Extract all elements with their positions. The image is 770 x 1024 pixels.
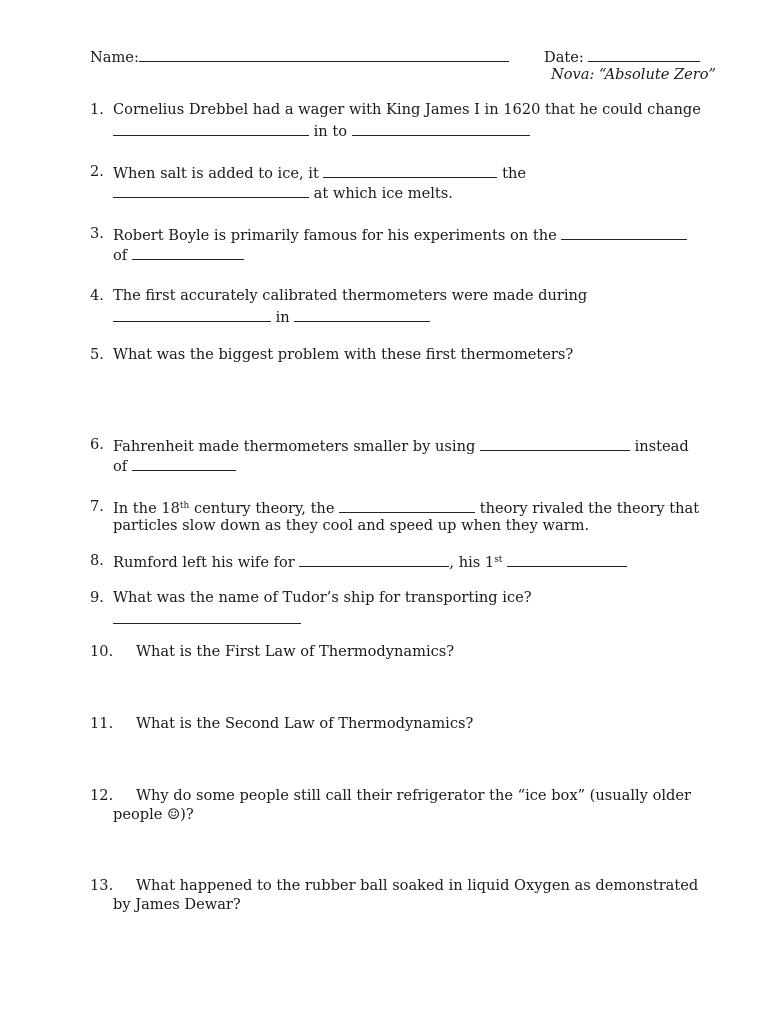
q12-line2: people ☺)?	[113, 806, 194, 823]
q1-text: Cornelius Drebbel had a wager with King James I in 1620 that he could change	[113, 101, 701, 118]
q11-number: 11.	[90, 715, 114, 732]
q6-of: of	[113, 458, 128, 475]
q4-number: 4.	[90, 287, 104, 304]
q2-line1	[113, 163, 526, 183]
q8-line1	[113, 552, 627, 572]
q9-text: What was the name of Tudor’s ship for transporting ice?	[113, 589, 532, 606]
q13-number: 13.	[90, 877, 114, 894]
q7-blank-1[interactable]	[339, 498, 475, 513]
q4-mid: in	[275, 309, 290, 326]
q9-number: 9.	[90, 589, 104, 606]
q1-blank-2[interactable]	[352, 121, 530, 136]
date-blank[interactable]	[588, 47, 700, 62]
q3-line1	[113, 225, 687, 245]
q10-number: 10.	[90, 643, 114, 660]
q6-number: 6.	[90, 436, 104, 453]
q7-line1	[113, 498, 699, 518]
q1-number: 1.	[90, 101, 104, 118]
q4-line2	[113, 307, 430, 327]
q6-line1	[113, 436, 689, 456]
q2-line2	[113, 183, 453, 203]
q4-blank-1[interactable]	[113, 307, 271, 322]
q1-blank-1[interactable]	[113, 121, 309, 136]
q3-blank-1[interactable]	[561, 225, 687, 240]
q9-line2	[113, 609, 301, 629]
q7-part1: In the 18	[113, 500, 180, 517]
name-blank[interactable]	[139, 47, 509, 62]
q1-mid: in to	[313, 123, 347, 140]
q3-blank-2[interactable]	[132, 245, 244, 260]
q8-blank-2[interactable]	[507, 552, 627, 567]
q7-part3: theory rivaled the theory that	[479, 500, 700, 517]
q8-part1: Rumford left his wife for	[113, 554, 295, 571]
q4-text: The first accurately calibrated thermometers were made during	[113, 287, 588, 304]
q13-line2: by James Dewar?	[113, 896, 241, 913]
q3-line2	[113, 245, 244, 265]
q8-sup: st	[494, 555, 503, 565]
q7-part2: century theory, the	[193, 500, 335, 517]
q11-text: What is the Second Law of Thermodynamics?	[136, 715, 474, 732]
q6-part2: instead	[634, 438, 689, 455]
q7-line2: particles slow down as they cool and speed up when they warm.	[113, 517, 590, 534]
q3-of: of	[113, 247, 128, 264]
q9-blank[interactable]	[113, 609, 301, 624]
q2-blank-1[interactable]	[323, 163, 497, 178]
q2-tail: at which ice melts.	[313, 185, 453, 202]
q8-part2: , his 1	[449, 554, 495, 571]
name-label: Name:	[90, 49, 139, 66]
q12-text: Why do some people still call their refrigerator the “ice box” (usually older	[136, 787, 691, 804]
q5-number: 5.	[90, 346, 104, 363]
q3-text: Robert Boyle is primarily famous for his experiments on the	[113, 227, 557, 244]
worksheet-subtitle: Nova: “Absolute Zero”	[551, 66, 716, 83]
q13-text: What happened to the rubber ball soaked in liquid Oxygen as demonstrated	[136, 877, 699, 894]
q8-blank-1[interactable]	[299, 552, 449, 567]
q4-blank-2[interactable]	[294, 307, 430, 322]
q1-line2	[113, 121, 530, 141]
name-line	[90, 47, 509, 67]
q10-text: What is the First Law of Thermodynamics?	[136, 643, 455, 660]
date-label: Date:	[544, 49, 584, 66]
q2-part1: When salt is added to ice, it	[113, 165, 319, 182]
q8-number: 8.	[90, 552, 104, 569]
q6-part1: Fahrenheit made thermometers smaller by using	[113, 438, 476, 455]
q2-number: 2.	[90, 163, 104, 180]
q2-blank-2[interactable]	[113, 183, 309, 198]
q6-line2	[113, 456, 236, 476]
q3-number: 3.	[90, 225, 104, 242]
q6-blank-2[interactable]	[132, 456, 236, 471]
q12-number: 12.	[90, 787, 114, 804]
q2-part2: the	[502, 165, 526, 182]
q7-sup: th	[179, 501, 190, 511]
q5-text: What was the biggest problem with these first thermometers?	[113, 346, 574, 363]
date-line	[544, 47, 700, 67]
q6-blank-1[interactable]	[480, 436, 630, 451]
q7-number: 7.	[90, 498, 104, 515]
